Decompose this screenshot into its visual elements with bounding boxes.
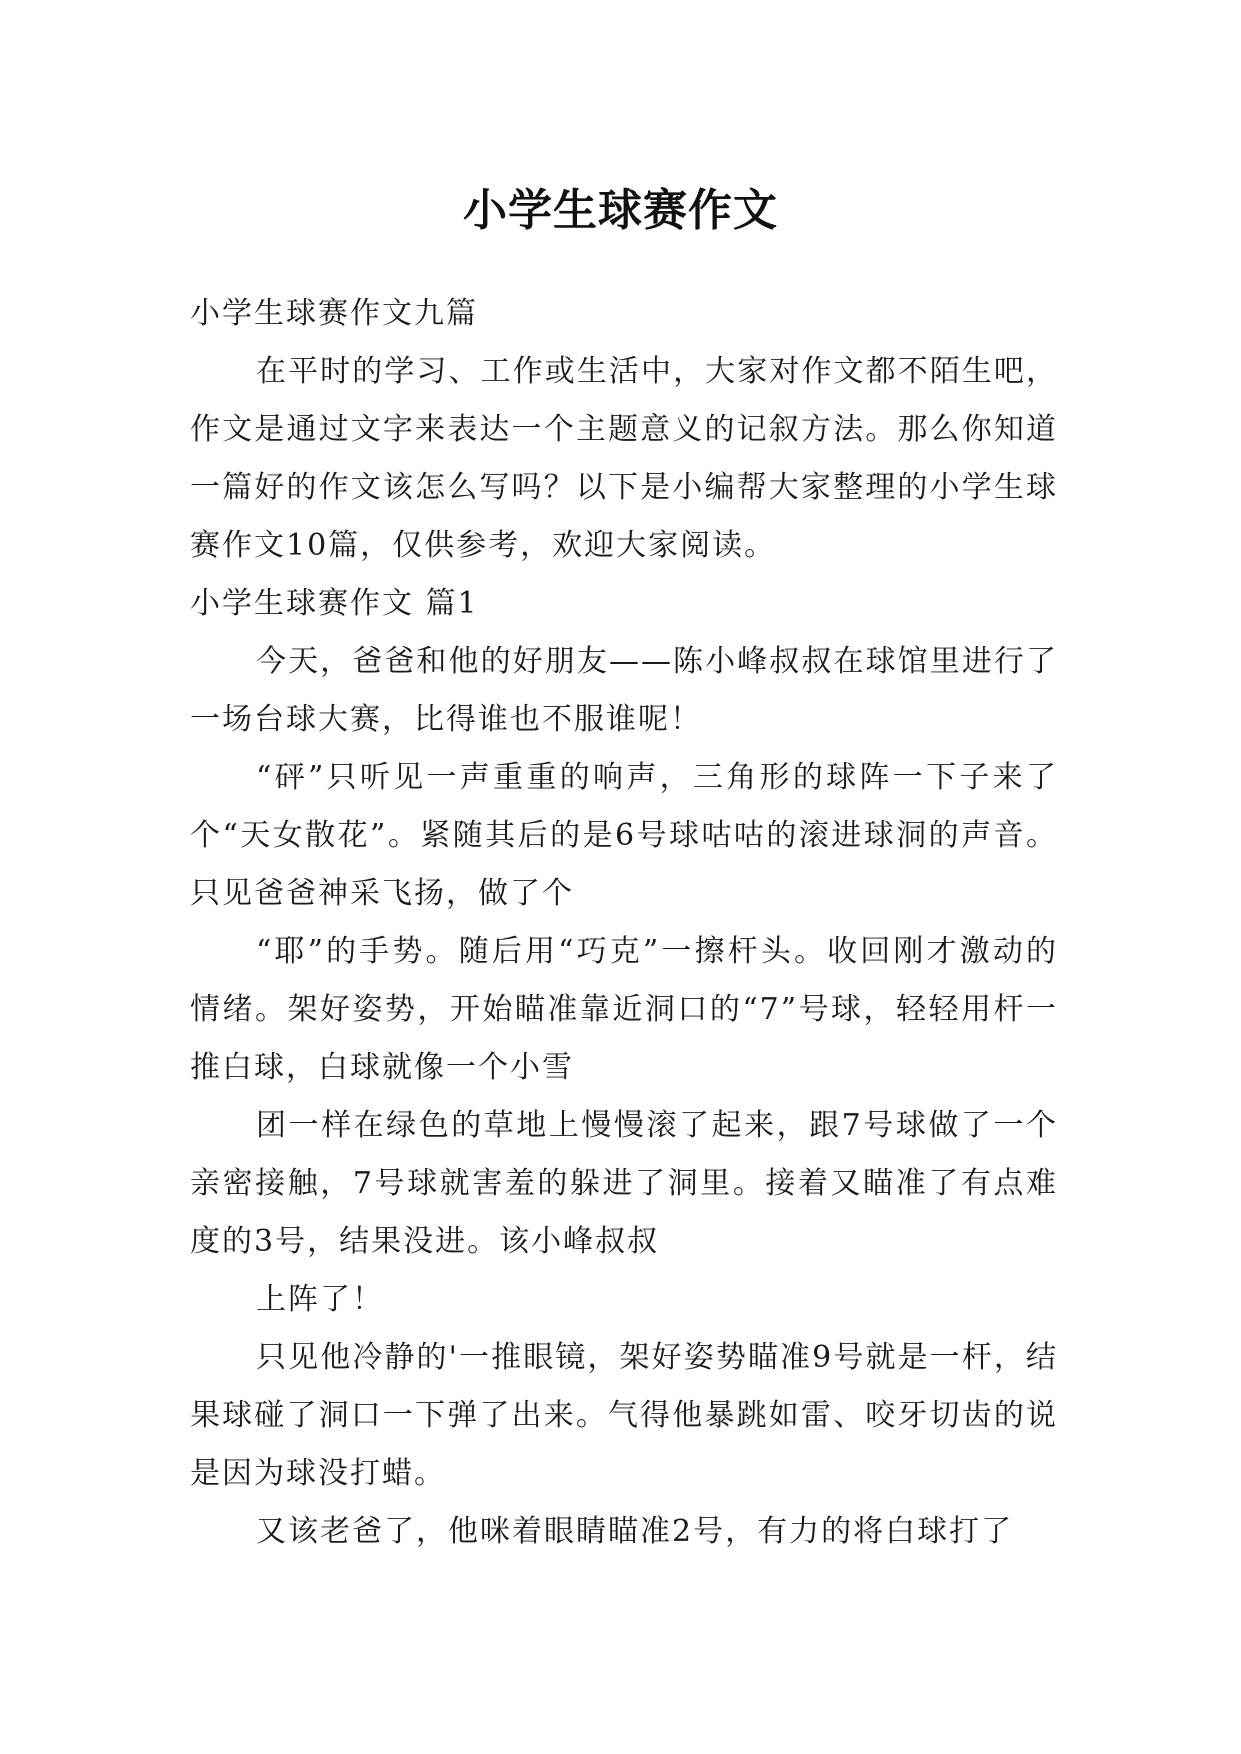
intro-paragraph: 在平时的学习、工作或生活中，大家对作文都不陌生吧，作文是通过文字来表达一个主题意义的记叙方法。那么你知道一篇好的作文该怎么写吗？以下是小编帮大家整理的小学生球赛作文10篇，仅供参考，欢迎大家阅读。 [190,354,1058,563]
subtitle-paragraph: 小学生球赛作文九篇 [190,296,478,331]
body-paragraph: 又该老爸了，他咪着眼睛瞄准2号，有力的将白球打了 [256,1514,1014,1549]
document-title: 小学生球赛作文 [463,185,778,237]
body-paragraph: 团一样在绿色的草地上慢慢滚了起来，跟7号球做了一个亲密接触，7号球就害羞的躲进了洞里。接着又瞄准了有点难度的3号，结果没进。该小峰叔叔 [190,1108,1058,1259]
body-paragraph: “耶”的手势。随后用“巧克”一擦杆头。收回刚才激动的情绪。架好姿势，开始瞄准靠近洞口的“7”号球，轻轻用杆一推白球，白球就像一个小雪 [190,934,1058,1085]
document-body [190,285,1058,1561]
body-paragraph: “砰”只听见一声重重的响声，三角形的球阵一下子来了个“天女散花”。紧随其后的是6号球咕咕的滚进球洞的声音。只见爸爸神采飞扬，做了个 [190,760,1058,911]
body-paragraph: 今天，爸爸和他的好朋友——陈小峰叔叔在球馆里进行了一场台球大赛，比得谁也不服谁呢！ [190,644,1058,737]
body-paragraph: 上阵了！ [256,1282,384,1317]
section-heading: 小学生球赛作文 篇1 [190,586,479,621]
body-paragraph: 只见他冷静的'一推眼镜，架好姿势瞄准9号就是一杆，结果球碰了洞口一下弹了出来。气得他暴跳如雷、咬牙切齿的说是因为球没打蜡。 [190,1340,1058,1491]
